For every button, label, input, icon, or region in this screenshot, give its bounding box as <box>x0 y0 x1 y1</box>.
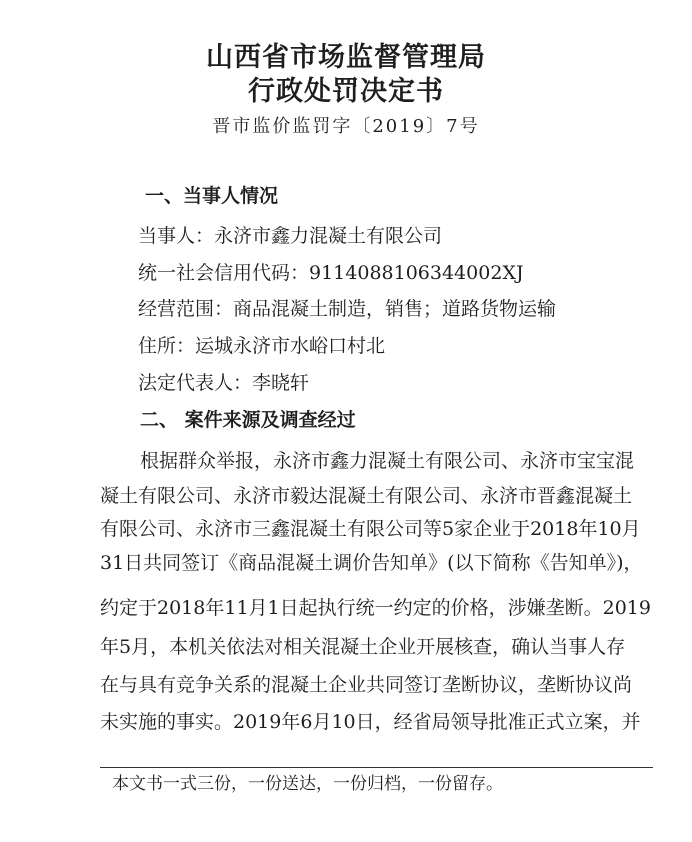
legal-representative: 法定代表人：李晓轩 <box>138 372 310 394</box>
paragraph-line: 约定于2018年11月1日起执行统一约定的价格，涉嫌垄断。2019 <box>100 597 651 619</box>
paragraph-line: 31日共同签订《商品混凝土调价告知单》(以下简称《告知单》)， <box>100 552 643 574</box>
paragraph-line: 凝土有限公司、永济市毅达混凝土有限公司、永济市晋鑫混凝土 <box>100 485 633 507</box>
paragraph-line: 在与具有竞争关系的混凝土企业共同签订垄断协议，垄断协议尚 <box>100 674 633 696</box>
paragraph-line: 有限公司、永济市三鑫混凝土有限公司等5家企业于2018年10月 <box>100 518 641 540</box>
document-title: 行政处罚决定书 <box>248 76 444 107</box>
address: 住所：运城永济市水峪口村北 <box>138 335 386 357</box>
section-heading-party: 一、当事人情况 <box>145 185 279 207</box>
party-name: 当事人：永济市鑫力混凝土有限公司 <box>138 225 443 247</box>
footer-note: 本文书一式三份，一份送达，一份归档，一份留存。 <box>112 774 503 794</box>
credit-code: 统一社会信用代码：9114088106344002XJ <box>138 262 524 284</box>
document-number: 晋市监价监罚字〔2019〕7号 <box>212 116 480 137</box>
paragraph-line: 年5月，本机关依法对相关混凝土企业开展核查，确认当事人存 <box>100 636 626 658</box>
paragraph-line: 未实施的事实。2019年6月10日，经省局领导批准正式立案，并 <box>100 711 641 733</box>
business-scope: 经营范围：商品混凝土制造，销售；道路货物运输 <box>138 298 557 320</box>
document-title-agency: 山西省市场监督管理局 <box>206 42 486 73</box>
section-heading-case-source: 二、 案件来源及调查经过 <box>140 409 356 431</box>
footer-divider <box>100 767 653 768</box>
paragraph-line: 根据群众举报，永济市鑫力混凝土有限公司、永济市宝宝混 <box>140 450 635 472</box>
